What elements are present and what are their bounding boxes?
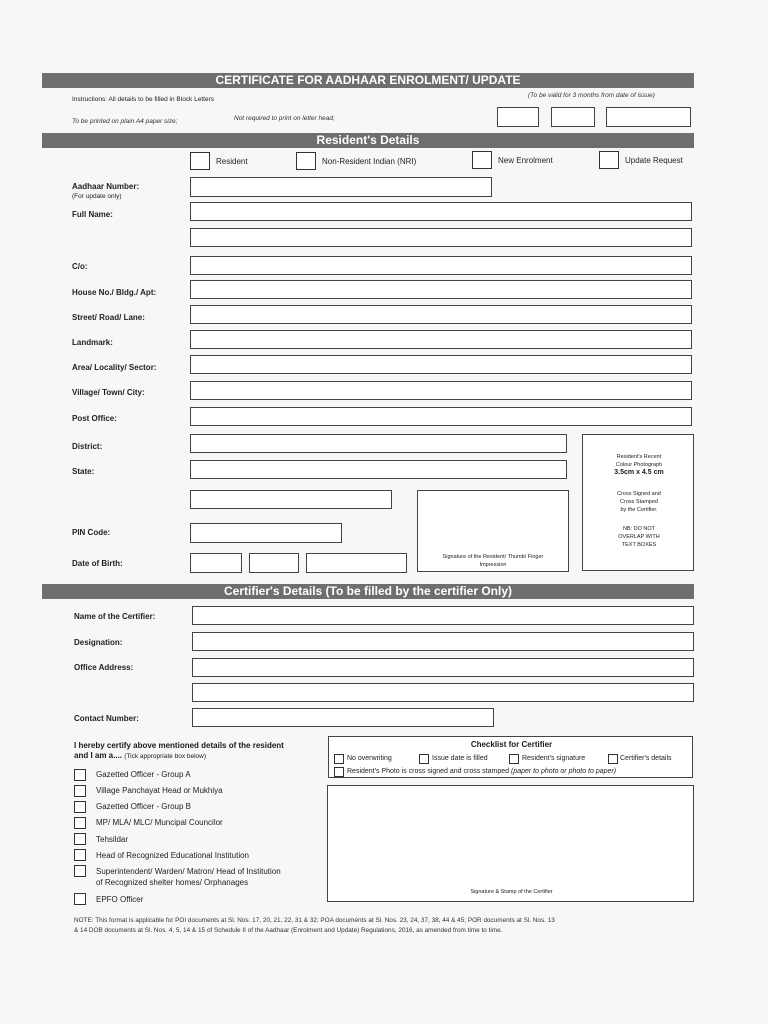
state-input-extra[interactable] — [190, 490, 392, 509]
checklist-photo-checkbox[interactable] — [334, 767, 344, 777]
paper-note: To be printed on plain A4 paper size; — [72, 118, 178, 125]
role-checkbox-6[interactable] — [74, 849, 86, 861]
certifier-name-label: Name of the Certifier: — [74, 612, 156, 621]
photo-line1: Resident's Recent — [616, 454, 662, 460]
role-label-4: MP/ MLA/ MLC/ Muncipal Councilor — [96, 818, 223, 827]
certifier-name-input[interactable] — [192, 606, 694, 625]
certifier-section-title: Certifier's Details (To be filled by the certifier Only) — [42, 584, 694, 599]
role-checkbox-7[interactable] — [74, 865, 86, 877]
photo-box — [582, 434, 694, 571]
contact-label: Contact Number: — [74, 714, 139, 723]
photo-cross2: Cross Stamped — [620, 499, 658, 505]
designation-label: Designation: — [74, 638, 123, 647]
certify-line1: I hereby certify above mentioned details of the resident — [74, 741, 284, 750]
street-label: Street/ Road/ Lane: — [72, 313, 145, 322]
contact-input[interactable] — [192, 708, 494, 727]
post-office-label: Post Office: — [72, 414, 117, 423]
role-label-8: EPFO Officer — [96, 895, 144, 904]
update-request-checkbox[interactable] — [599, 151, 619, 169]
aadhaar-label: Aadhaar Number: — [72, 182, 140, 191]
role-checkbox-3[interactable] — [74, 801, 86, 813]
checklist-no-overwriting-label: No overwriting — [347, 755, 392, 762]
letterhead-note: Not required to print on letter head; — [234, 115, 335, 122]
role-checkbox-2[interactable] — [74, 785, 86, 797]
pin-input[interactable] — [190, 523, 342, 543]
update-request-label: Update Request — [625, 156, 683, 165]
role-label-6: Head of Recognized Educational Institution — [96, 851, 249, 860]
house-input[interactable] — [190, 280, 692, 299]
co-input[interactable] — [190, 256, 692, 275]
role-label-3: Gazetted Officer - Group B — [96, 802, 192, 811]
landmark-label: Landmark: — [72, 338, 113, 347]
role-checkbox-1[interactable] — [74, 769, 86, 781]
new-enrolment-checkbox[interactable] — [472, 151, 492, 169]
area-input[interactable] — [190, 355, 692, 374]
nri-type-label: Non-Resident Indian (NRI) — [322, 157, 417, 166]
village-input[interactable] — [190, 381, 692, 400]
aadhaar-input[interactable] — [190, 177, 492, 197]
pin-label: PIN Code: — [72, 528, 111, 537]
house-label: House No./ Bldg./ Apt: — [72, 288, 157, 297]
dob-month-input[interactable] — [249, 553, 299, 573]
dob-label: Date of Birth: — [72, 559, 123, 568]
checklist-certifier-details-checkbox[interactable] — [608, 754, 618, 764]
footer-note-line1: NOTE: This format is applicable for POI documents at Sl. Nos. 17, 20, 21, 22, 31 & 32; POA documents at Sl. Nos. 23, 24, 37, 38, 44 & 45; POR documents at Sl. Nos. 13 — [74, 917, 555, 924]
role-checkbox-4[interactable] — [74, 817, 86, 829]
resident-type-label: Resident — [216, 157, 248, 166]
photo-cross3: by the Certifier. — [620, 507, 658, 513]
role-label-7: Superintendent/ Warden/ Matron/ Head of Institution — [96, 867, 281, 876]
certifier-stamp-caption: Signature & Stamp of the Certifier — [470, 889, 553, 895]
signature-caption: Signature of the Resident/ Thumb/ Finger Impression — [442, 554, 544, 568]
office-address-label: Office Address: — [74, 663, 134, 672]
state-label: State: — [72, 467, 95, 476]
designation-input[interactable] — [192, 632, 694, 651]
checklist-no-overwriting-checkbox[interactable] — [334, 754, 344, 764]
district-label: District: — [72, 442, 103, 451]
role-label-2: Village Panchayat Head or Mukhiya — [96, 786, 223, 795]
checklist-issue-date-label: Issue date is filled — [432, 755, 488, 762]
new-enrolment-label: New Enrolment — [498, 156, 553, 165]
checklist-photo-note: (paper to photo or photo to paper) — [510, 768, 617, 775]
photo-nb3: TEXT BOXES — [621, 542, 657, 548]
role-checkbox-5[interactable] — [74, 833, 86, 845]
photo-cross1: Cross Signed and — [617, 491, 661, 497]
resident-checkbox[interactable] — [190, 152, 210, 170]
issue-date-day[interactable] — [497, 107, 539, 127]
landmark-input[interactable] — [190, 330, 692, 349]
post-office-input[interactable] — [190, 407, 692, 426]
role-checkbox-8[interactable] — [74, 893, 86, 905]
checklist-signature-label: Resident's signature — [522, 755, 586, 762]
photo-nb1: NB: DO NOT — [622, 526, 656, 532]
footer-note-line2: & 14 DOB documents at Sl. Nos. 4, 5, 14 & 15 of Schedule II of the Aadhaar (Enrolment and Update) Regulations, 2016, as amended from time to time. — [74, 927, 503, 934]
full-name-input-1[interactable] — [190, 202, 692, 221]
nri-checkbox[interactable] — [296, 152, 316, 170]
certifier-signature-box[interactable] — [327, 785, 694, 902]
full-name-label: Full Name: — [72, 210, 113, 219]
photo-nb2: OVERLAP WITH — [618, 534, 660, 540]
footer-note — [74, 916, 714, 936]
resident-section-title: Resident's Details — [42, 133, 694, 148]
co-label: C/o: — [72, 262, 88, 271]
dob-day-input[interactable] — [190, 553, 242, 573]
instructions: Instructions: All details to be filled in Block Letters — [72, 96, 214, 103]
full-name-input-2[interactable] — [190, 228, 692, 247]
photo-line2: Colour Photograph — [615, 462, 663, 468]
checklist-issue-date-checkbox[interactable] — [419, 754, 429, 764]
photo-size: 3.5cm x 4.5 cm — [614, 469, 664, 476]
street-input[interactable] — [190, 305, 692, 324]
validity-note: (To be valid for 3 months from date of issue) — [528, 92, 655, 99]
office-address-input-1[interactable] — [192, 658, 694, 677]
issue-date-month[interactable] — [551, 107, 595, 127]
district-input[interactable] — [190, 434, 567, 453]
office-address-input-2[interactable] — [192, 683, 694, 702]
role-label-5: Tehsildar — [96, 835, 129, 844]
checklist-photo-label: Resident's Photo is cross signed and cross stamped — [347, 768, 510, 775]
certify-line2: and I am a.... — [74, 751, 123, 760]
aadhaar-sub-label: (For update only) — [72, 193, 122, 200]
dob-year-input[interactable] — [306, 553, 407, 573]
certify-tick-note: (Tick appropriate box below) — [124, 753, 207, 760]
checklist-signature-checkbox[interactable] — [509, 754, 519, 764]
issue-date-year[interactable] — [606, 107, 691, 127]
state-input[interactable] — [190, 460, 567, 479]
village-label: Village/ Town/ City: — [72, 388, 145, 397]
role-label-1: Gazetted Officer - Group A — [96, 770, 191, 779]
checklist-box — [328, 736, 693, 778]
checklist-certifier-details-label: Certifier's details — [620, 755, 672, 762]
checklist-title: Checklist for Certifier — [470, 740, 553, 749]
role-label-7-extra: of Recognized shelter homes/ Orphanages — [96, 878, 249, 887]
area-label: Area/ Locality/ Sector: — [72, 363, 157, 372]
resident-signature-box[interactable] — [417, 490, 569, 572]
form-title: CERTIFICATE FOR AADHAAR ENROLMENT/ UPDATE — [42, 73, 694, 88]
